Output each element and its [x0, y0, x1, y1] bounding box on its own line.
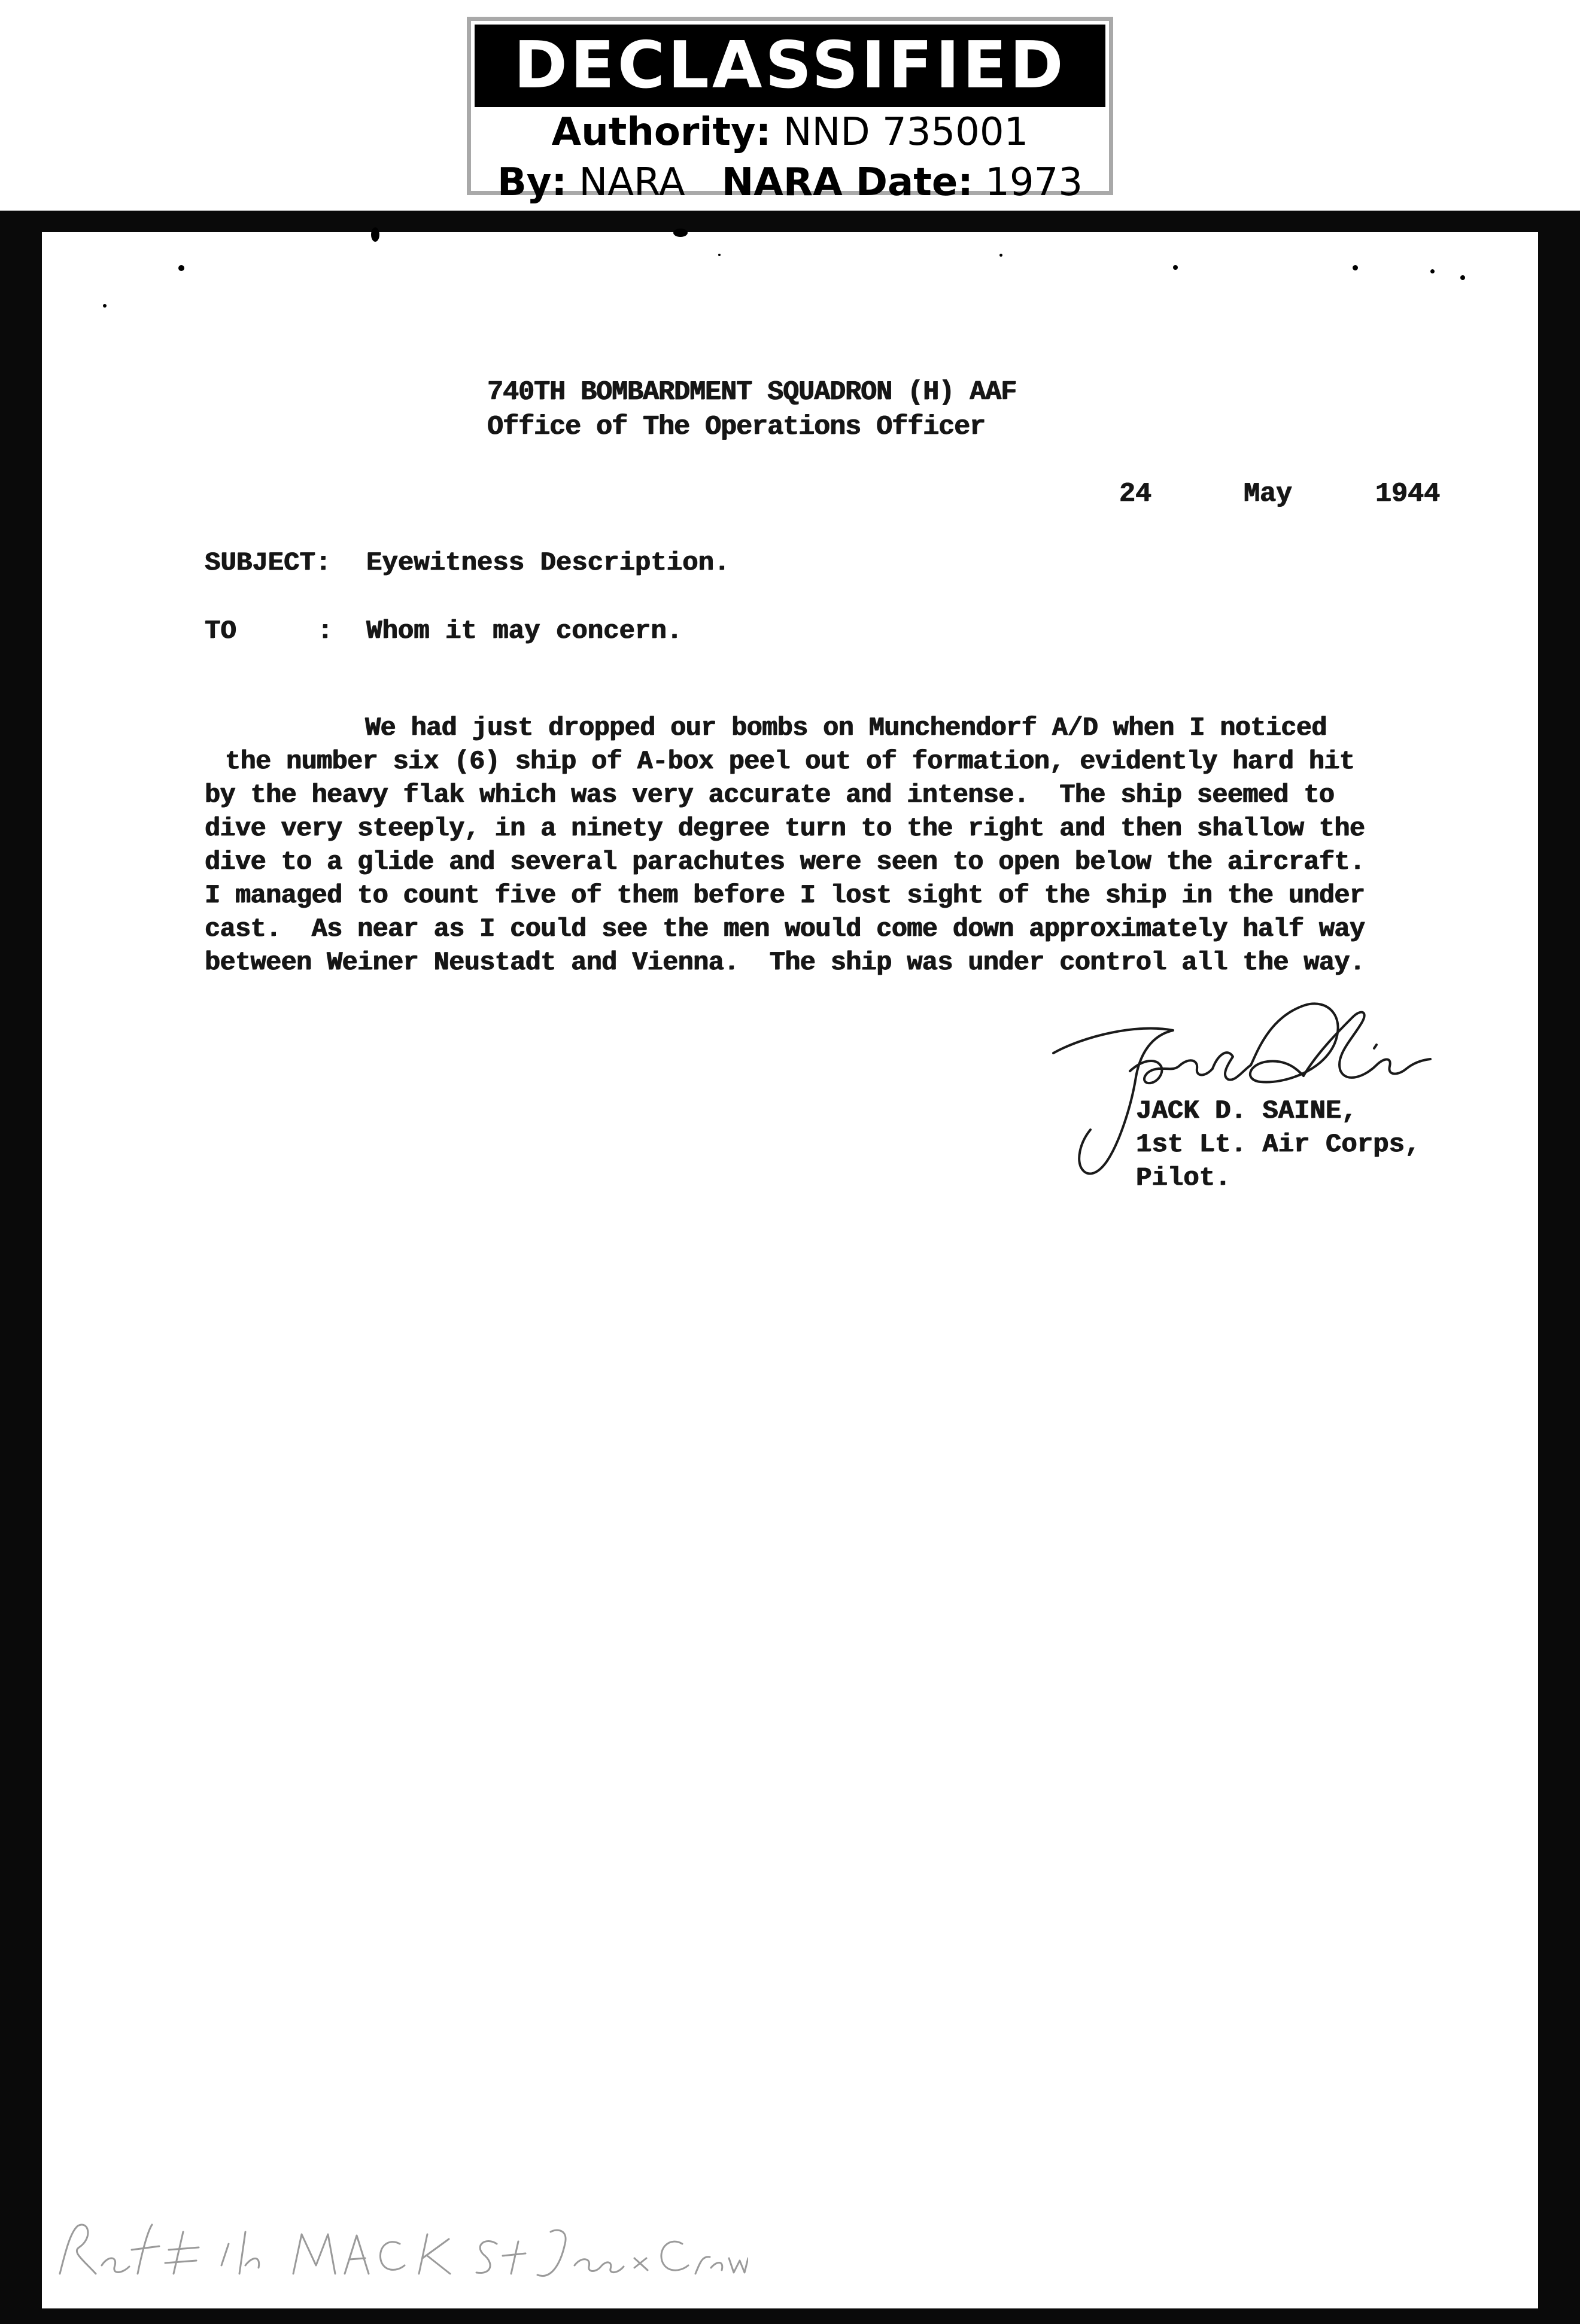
stamp-authority-value: NND 735001: [783, 110, 1029, 154]
letterhead-office: Office of The Operations Officer: [487, 412, 986, 442]
scan-speck: [999, 254, 1002, 257]
signatory-role: Pilot.: [1136, 1163, 1231, 1193]
to-label: TO: [205, 616, 236, 646]
stamp-authority-line: [471, 108, 1109, 156]
body-line: I managed to count five of them before I lost sight of the ship in the under: [205, 881, 1365, 911]
declassified-stamp: [467, 17, 1113, 205]
letterhead-unit: 740TH BOMBARDMENT SQUADRON (H) AAF: [487, 377, 1017, 407]
stamp-date-value: 1973: [985, 160, 1083, 205]
body-line: dive to a glide and several parachutes were seen to open below the aircraft.: [205, 848, 1365, 877]
body-line: between Weiner Neustadt and Vienna. The ship was under control all the way.: [205, 948, 1365, 978]
pencil-margin-note: [42, 2208, 748, 2298]
body-line: by the heavy flak which was very accurate and intense. The ship seemed to: [205, 781, 1335, 810]
date-month: May: [1244, 479, 1293, 509]
scan-speck: [673, 229, 688, 237]
to-colon: :: [317, 616, 333, 646]
scan-speck: [1460, 275, 1465, 280]
stamp-title: DECLASSIFIED: [475, 25, 1105, 107]
date-year: 1944: [1375, 479, 1441, 509]
subject-value: Eyewitness Description.: [366, 548, 730, 578]
document-page: [42, 232, 1538, 2308]
scan-speck: [718, 254, 721, 256]
scan-speck: [178, 265, 184, 271]
scan-speck: [1430, 269, 1435, 273]
scan-speck: [1173, 265, 1178, 270]
body-line: the number six (6) ship of A-box peel out of formation, evidently hard hit: [225, 747, 1355, 777]
stamp-by-line: [471, 159, 1109, 206]
scan-speck: [1353, 265, 1358, 270]
signatory-name: JACK D. SAINE,: [1136, 1096, 1357, 1126]
body-line: We had just dropped our bombs on Munchendorf A/D when I noticed: [365, 714, 1327, 743]
handwritten-signature: [1017, 981, 1448, 1197]
signatory-rank: 1st Lt. Air Corps,: [1136, 1130, 1421, 1160]
to-value: Whom it may concern.: [366, 616, 683, 646]
subject-label: SUBJECT:: [205, 548, 332, 578]
scan-speck: [103, 304, 107, 308]
body-line: cast. As near as I could see the men would come down approximately half way: [205, 915, 1365, 944]
stamp-by-value: NARA: [579, 160, 685, 205]
date-day: 24: [1119, 479, 1152, 509]
stamp-authority-label: Authority:: [551, 110, 771, 154]
body-line: dive very steeply, in a ninety degree turn to the right and then shallow the: [205, 814, 1365, 844]
stamp-by-label: By:: [497, 160, 567, 205]
scan-speck: [371, 227, 379, 242]
stamp-date-label: NARA Date:: [721, 160, 973, 205]
